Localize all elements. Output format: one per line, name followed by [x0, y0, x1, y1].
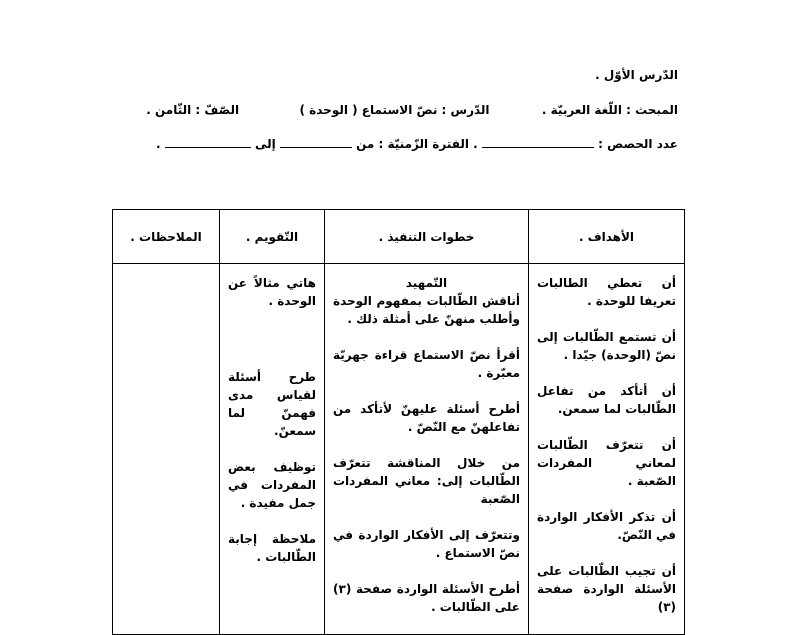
goal-item: أن تستمع الطّالبات إلى نصّ (الوحدة) جيّدا .: [537, 330, 676, 362]
lesson-info-line: [146, 103, 678, 117]
header-steps: خطوات التنفيذ .: [325, 210, 529, 264]
step-item: أقرأ نصّ الاستماع قراءة جهريّة معبّرة .: [333, 348, 520, 380]
from-date-blank[interactable]: [280, 138, 352, 148]
lesson-number: الدّرس الأوّل .: [595, 68, 678, 82]
header-evaluation: التّقويم .: [220, 210, 325, 264]
lesson-plan-table: [112, 209, 685, 635]
evaluation-item: ملاحظة إجابة الطّالبات .: [228, 532, 316, 564]
evaluation-cell: [220, 264, 325, 635]
goal-item: أن تعطي الطالبات تعريفا للوحدة .: [537, 276, 676, 308]
header-goals: الأهداف .: [529, 210, 685, 264]
evaluation-item: هاتي مثالاً عن الوحدة .: [228, 276, 316, 308]
schedule-line: [156, 137, 678, 151]
step-item: أطرح الأسئلة الواردة صفحة (٣) على الطّالبات .: [333, 582, 520, 614]
periods-blank[interactable]: [482, 138, 594, 148]
notes-cell[interactable]: [113, 264, 220, 635]
grade-label: الصّفّ : الثّامن .: [146, 103, 240, 117]
header-notes: الملاحظات .: [113, 210, 220, 264]
to-label: إلى: [254, 137, 276, 151]
steps-cell: [325, 264, 529, 635]
evaluation-item: توظيف بعض المفردات في جمل مفيدة .: [228, 460, 316, 510]
timeframe-label: . الفترة الزّمنيّة : من: [356, 137, 478, 151]
period-end: .: [156, 137, 161, 151]
goal-item: أن تذكر الأفكار الواردة في النّصّ.: [537, 510, 676, 542]
evaluation-item: طرح أسئلة لقياس مدى فهمنّ لما سمعنّ.: [228, 370, 316, 438]
goal-item: أن تجيب الطّالبات على الأسئلة الواردة صفحة (٣): [537, 564, 676, 614]
goal-item: أن أتأكد من تفاعل الطّالبات لما سمعن.: [537, 384, 676, 416]
periods-label: عدد الحصص :: [598, 137, 678, 151]
goal-item: أن تتعرّف الطّالبات لمعاني المفردات الصّعبة .: [537, 438, 676, 488]
lesson-title: الدّرس : نصّ الاستماع ( الوحدة ): [299, 103, 490, 117]
table-row: [113, 264, 685, 635]
table-header-row: [113, 210, 685, 264]
subject-label: المبحث : اللّغة العربيّة .: [541, 103, 678, 117]
step-item: أناقش الطّالبات بمفهوم الوحدة وأطلب منهنّ على أمثلة ذلك .: [333, 294, 520, 326]
step-item: وتتعرّف إلى الأفكار الواردة في نصّ الاستماع .: [333, 528, 520, 560]
step-item: أطرح أسئلة عليهنّ لأتأكد من تفاعلهنّ مع النّصّ .: [333, 402, 520, 434]
goals-cell: [529, 264, 685, 635]
step-item: من خلال المناقشة تتعرّف الطّالبات إلى: معاني المفردات الصّعبة: [333, 456, 520, 506]
to-date-blank[interactable]: [165, 138, 251, 148]
step-item: التّمهيد: [405, 276, 448, 290]
